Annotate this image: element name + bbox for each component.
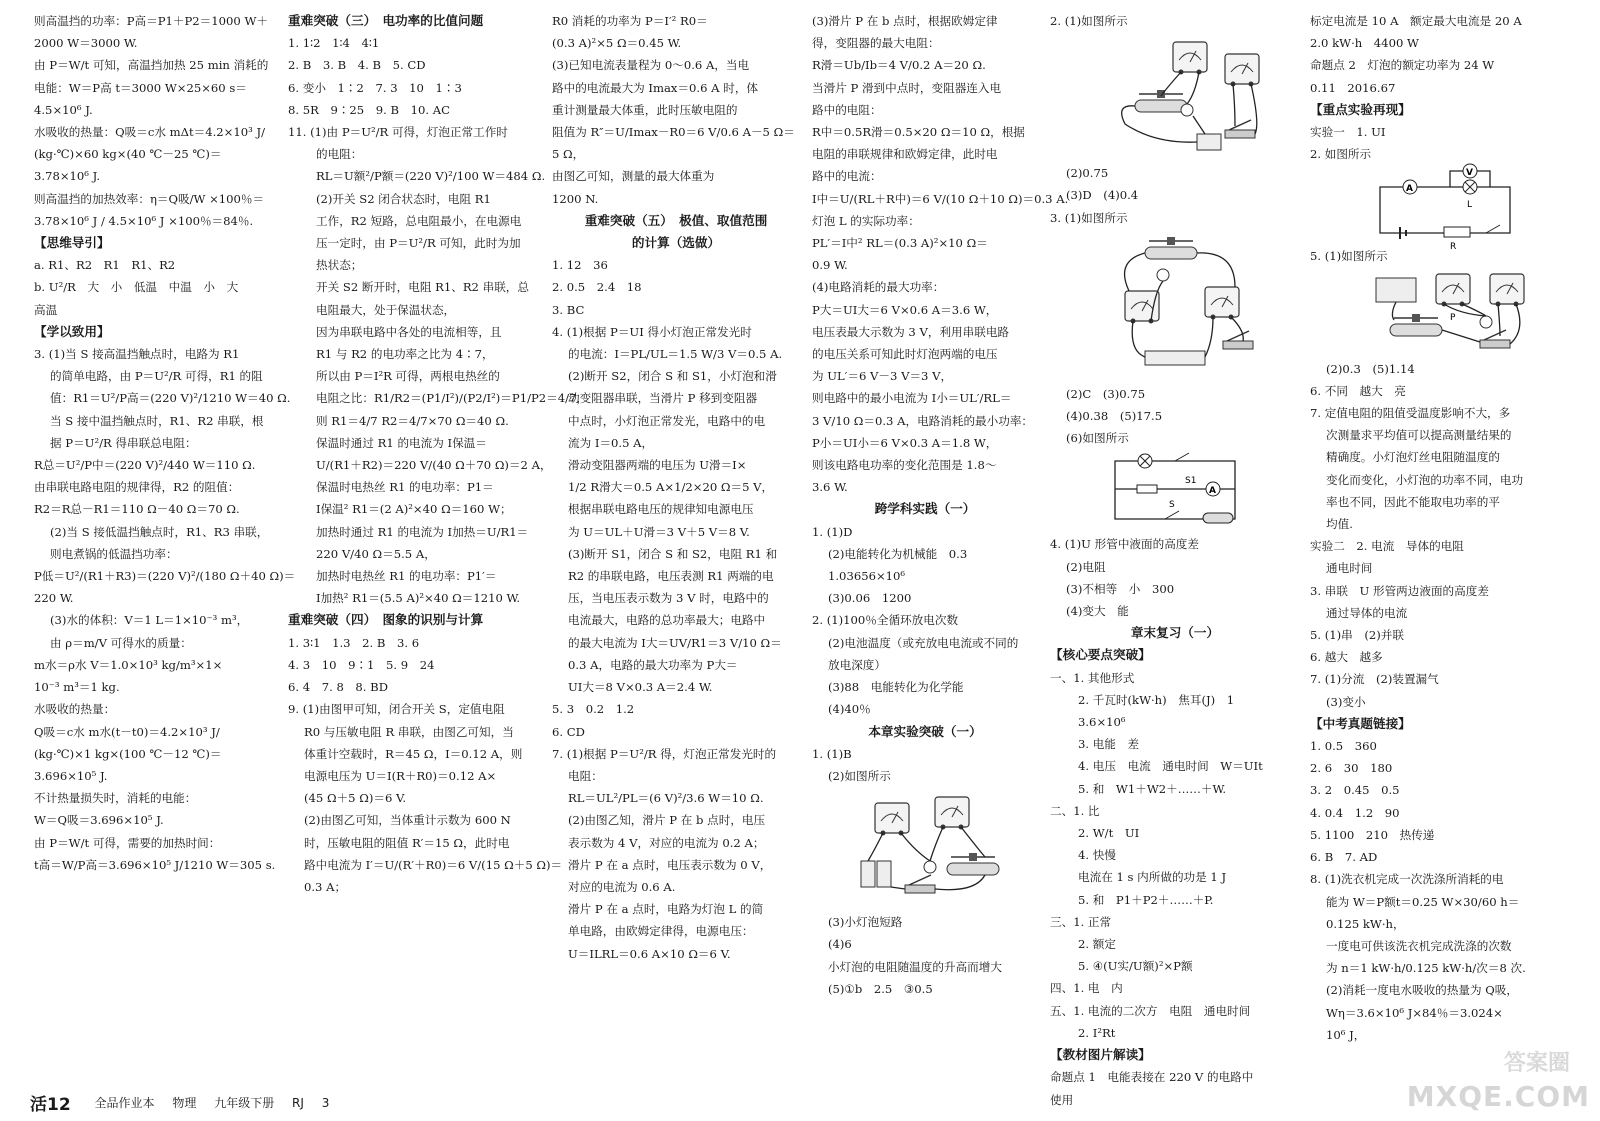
answer-line: (4)40％: [828, 702, 871, 717]
svg-text:V: V: [1466, 168, 1473, 179]
answer-line: 电能：W＝P高 t＝3000 W×25×60 s＝: [34, 80, 247, 95]
section-heading: 的计算（选做）: [631, 235, 721, 251]
answer-line: 一、1. 其他形式: [1050, 670, 1135, 685]
answer-line: 2. W/t UI: [1078, 826, 1140, 841]
svg-text:P: P: [1450, 312, 1456, 323]
answer-line: 电阻之比：R1/R2＝(P1/I²)/(P2/I²)＝P1/P2＝4/7，: [316, 391, 589, 406]
section-heading: 【重点实验再现】: [1310, 101, 1411, 117]
answer-line: 表示数为 4 V，对应的电流为 0.2 A；: [568, 835, 765, 850]
answer-line: P低＝U²/(R1＋R3)＝(220 V)²/(180 Ω＋40 Ω)＝: [34, 569, 296, 584]
answer-line: 二、1. 比: [1050, 803, 1100, 818]
watermark-site: MXQE.COM: [1406, 1080, 1590, 1113]
answer-line: 所以由 P＝I²R 可得，两根电热丝的: [316, 369, 500, 384]
answer-line: 3.6 W.: [812, 480, 848, 495]
answer-line: 精确度。小灯泡灯丝电阻随温度的: [1326, 450, 1500, 465]
answer-line: 4. 3 10 9∶1 5. 9 24: [288, 657, 435, 672]
answer-line: (3)0.06 1200: [828, 591, 912, 606]
answer-line: 由 ρ＝m/V 可得水的质量：: [50, 635, 192, 650]
answer-line: 实验一 1. UI: [1310, 125, 1386, 140]
section-heading: 【学以致用】: [34, 323, 110, 339]
answer-line: 3. 电能 差: [1078, 737, 1140, 752]
answer-line: 1. 3∶1 1.3 2. B 3. 6: [288, 635, 420, 650]
svg-text:L: L: [1467, 200, 1473, 211]
answer-line: 滑片 P 在 a 点时，电压表示数为 0 V，: [568, 857, 772, 872]
footer-number: 3: [321, 1095, 330, 1110]
answer-line: 则 R1＝4/7 R2＝4/7×70 Ω＝40 Ω.: [316, 413, 509, 428]
answer-line: 4. 电压 电流 通电时间 W＝UIt: [1078, 759, 1263, 774]
answer-line: 对应的电流为 0.6 A.: [568, 879, 676, 894]
answer-line: 5. (1)串 (2)并联: [1310, 628, 1404, 643]
answer-line: R0 消耗的功率为 P＝I′² R0＝: [552, 14, 708, 28]
answer-line: 则该电路电功率的变化范围是 1.8～: [812, 458, 997, 473]
answer-line: 2. (1)100％全循环放电次数: [812, 613, 959, 628]
answer-line: 因为串联电路中各处的电流相等，且: [316, 324, 502, 339]
answer-line: 2. B 3. B 4. B 5. CD: [288, 58, 426, 73]
answer-line: (kg·℃)×60 kg×(40 ℃－25 ℃)＝: [34, 147, 222, 162]
svg-text:S: S: [1169, 500, 1175, 511]
answer-line: (4)变大 能: [1066, 604, 1129, 619]
section-heading: 重难突破（四） 图象的识别与计算: [288, 612, 484, 628]
answer-line: 开关 S2 断开时，电阻 R1、R2 串联，总: [316, 280, 529, 295]
answer-line: (3)水的体积：V＝1 L＝1×10⁻³ m³，: [50, 613, 249, 628]
answer-line: 3.696×10⁵ J.: [34, 768, 108, 783]
answer-line: Q吸＝c水 m水(t－t0)＝4.2×10³ J/: [34, 724, 220, 739]
answer-line: 加热时电热丝 R1 的电功率：P1′＝: [316, 569, 497, 584]
answer-line: RL＝U额²/P额＝(220 V)²/100 W＝484 Ω.: [316, 169, 546, 184]
answer-line: I加热² R1＝(5.5 A)²×40 Ω＝1210 W.: [316, 591, 521, 606]
answer-line: 1/2 R滑大＝0.5 A×1/2×20 Ω＝5 V，: [568, 480, 774, 495]
answer-line: 滑动变阻器两端的电压为 U滑＝I×: [568, 458, 747, 473]
column-3: [552, 10, 800, 1080]
answer-line: P大＝UI大＝6 V×0.6 A＝3.6 W，: [812, 302, 998, 317]
answer-line: 5. ④(U实/U额)²×P额: [1078, 959, 1193, 974]
circuit-figure: [1050, 451, 1300, 531]
svg-text:A: A: [1209, 486, 1216, 497]
answer-line: R中＝0.5R滑＝0.5×20 Ω＝10 Ω，根据: [812, 125, 1025, 140]
answer-line: 0.3 A；: [304, 879, 347, 894]
answer-line: 三、1. 正常: [1050, 914, 1112, 929]
answer-line: 9. (1)由图甲可知，闭合开关 S，定值电阻: [288, 702, 505, 717]
answer-line: PL′＝I中² RL＝(0.3 A)²×10 Ω＝: [812, 236, 988, 251]
answer-line: 压，当电压表示数为 3 V 时，电路中的: [568, 591, 769, 606]
answer-line: 5. 1100 210 热传递: [1310, 827, 1435, 842]
answer-line: 电流最大，电路的总功率最大；电路中: [568, 613, 766, 628]
answer-line: 5. 和 W1＋W2＋……＋W.: [1078, 781, 1227, 796]
answer-line: (0.3 A)²×5 Ω＝0.45 W.: [552, 36, 682, 51]
answer-line: 小灯泡的电阻随温度的升高而增大: [828, 959, 1002, 974]
answer-line: 保温时通过 R1 的电流为 I保温＝: [316, 435, 487, 450]
svg-text:R: R: [1450, 242, 1457, 253]
answer-line: 高温: [34, 302, 58, 317]
section-heading: 重难突破（三） 电功率的比值问题: [288, 13, 484, 28]
answer-line: (4)6: [828, 937, 852, 952]
answer-line: Wη＝3.6×10⁶ J×84％＝3.024×: [1326, 1005, 1503, 1020]
answer-line: 率也不同，因此不能取电功率的平: [1326, 494, 1500, 509]
answer-line: 四、1. 电 内: [1050, 981, 1123, 996]
page-number: 活12: [30, 1095, 71, 1115]
answer-line: 4. (1)U 形管中液面的高度差: [1050, 537, 1199, 552]
answer-line: 2. 千瓦时(kW·h) 焦耳(J) 1: [1078, 692, 1235, 707]
answer-line: 则电路中的最小电流为 I小＝UL′/RL＝: [812, 391, 1012, 406]
answer-line: R1 与 R2 的电功率之比为 4∶7，: [316, 347, 494, 362]
answer-line: 由图乙可知，测量的最大体重为: [552, 169, 715, 184]
answer-line: 10⁻³ m³＝1 kg.: [34, 680, 120, 695]
answer-line: (2)由图乙可知，当体重计示数为 600 N: [304, 813, 511, 828]
answer-line: (4)0.38 (5)17.5: [1066, 409, 1163, 424]
answer-line: 2000 W＝3000 W.: [34, 36, 138, 51]
answer-line: 1.03656×10⁶: [828, 569, 906, 584]
answer-line: 压一定时，由 P＝U²/R 可知，此时为加: [316, 236, 521, 251]
answer-line: 3.78×10⁶ J / 4.5×10⁶ J ×100％＝84％.: [34, 213, 254, 228]
answer-line: 流为 I＝0.5 A，: [568, 435, 654, 450]
answer-line: (5)①b 2.5 ③0.5: [828, 981, 933, 996]
answer-line: 一度电可供该洗衣机完成洗涤的次数: [1326, 938, 1512, 953]
answer-line: 中点时，小灯泡正常发光，电路中的电: [568, 413, 766, 428]
answer-line: 动变阻器串联，当滑片 P 移到变阻器: [568, 391, 758, 406]
answer-line: 工作，R2 短路，总电阻最小，在电源电: [316, 213, 522, 228]
answer-line: 3. 串联 U 形管两边液面的高度差: [1310, 583, 1489, 598]
answer-line: (3)不相等 小 300: [1066, 581, 1175, 596]
answer-line: (2)由图乙知，滑片 P 在 b 点时，电压: [568, 813, 766, 828]
circuit-figure: [1310, 270, 1570, 356]
answer-line: U/(R1＋R2)＝220 V/(40 Ω＋70 Ω)＝2 A，: [316, 458, 552, 473]
answer-line: 放电深度）: [828, 657, 886, 672]
answer-line: b. U²/R 大 小 低温 中温 小 大: [34, 280, 239, 295]
svg-text:A: A: [1406, 184, 1413, 195]
answer-line: 7. (1)根据 P＝U²/R 得，灯泡正常发光时的: [552, 746, 777, 761]
answer-line: R滑＝Ub/Ib＝4 V/0.2 A＝20 Ω.: [812, 58, 986, 73]
edition-label: RJ: [292, 1095, 304, 1110]
answer-line: 的电阻：: [316, 147, 363, 162]
answer-line: 由 P＝W/t 可得，需要的加热时间：: [34, 835, 221, 850]
answer-line: 11. (1)由 P＝U²/R 可得，灯泡正常工作时: [288, 125, 508, 140]
answer-line: 水吸收的热量：: [34, 702, 116, 717]
answer-line: (2)开关 S2 闭合状态时，电阻 R1: [316, 191, 491, 206]
answer-line: 220 W.: [34, 591, 74, 606]
answer-line: 通过导体的电流: [1326, 605, 1408, 620]
column-5: [1050, 10, 1300, 1107]
column-6: [1310, 10, 1570, 1080]
answer-line: 7. (1)分流 (2)装置漏气: [1310, 672, 1439, 687]
answer-line: 7. 定值电阻的阻值受温度影响不大，多: [1310, 406, 1511, 421]
answer-line: 次测量求平均值可以提高测量结果的: [1326, 428, 1512, 443]
answer-line: 由 P＝W/t 可知，高温挡加热 25 min 消耗的: [34, 58, 269, 73]
answer-line: 变化而变化，小灯泡的功率不同，电功: [1326, 472, 1524, 487]
answer-line: 灯泡 L 的实际功率：: [812, 213, 920, 228]
answer-line: 据 P＝U²/R 得串联总电阻：: [50, 435, 197, 450]
answer-line: 电流在 1 s 内所做的功是 1 J: [1078, 870, 1227, 885]
answer-line: 体重计空载时，R＝45 Ω，I＝0.12 A，则: [304, 746, 523, 761]
answer-line: 能为 W＝P额t＝0.25 W×30/60 h＝: [1326, 894, 1520, 909]
answer-line: R0 与压敏电阻 R 串联，由图乙可知，当: [304, 724, 514, 739]
column-4: [812, 10, 1069, 1080]
answer-line: 命题点 1 电能表接在 220 V 的电路中: [1050, 1070, 1254, 1085]
answer-line: m水＝ρ水 V＝1.0×10³ kg/m³×1×: [34, 657, 223, 672]
answer-line: 五、1. 电流的二次方 电阻 通电时间: [1050, 1003, 1251, 1018]
watermark-tag: 答案圈: [1503, 1051, 1570, 1076]
answer-line: 6. CD: [552, 724, 585, 739]
section-heading: 【教材图片解读】: [1050, 1047, 1151, 1063]
circuit-figure: [812, 789, 1038, 909]
answer-line: RL＝UL²/PL＝(6 V)²/3.6 W＝10 Ω.: [568, 791, 764, 806]
answer-line: 4. 0.4 1.2 90: [1310, 805, 1400, 820]
answer-line: (3)断开 S1，闭合 S 和 S2，电阻 R1 和: [568, 546, 778, 561]
page-footer: [30, 1090, 343, 1114]
answer-line: 标定电流是 10 A 额定最大电流是 20 A: [1310, 14, 1522, 28]
answer-line: 4. 快慢: [1078, 848, 1116, 863]
answer-line: 3. (1)当 S 接高温挡触点时，电路为 R1: [34, 347, 240, 362]
answer-line: (3)滑片 P 在 b 点时，根据欧姆定律: [812, 14, 998, 28]
answer-line: 路中的电阻：: [812, 102, 882, 117]
answer-line: a. R1、R2 R1 R1、R2: [34, 258, 176, 273]
answer-line: (2)电能转化为机械能 0.3: [828, 546, 968, 561]
section-heading: 重难突破（五） 极值、取值范围: [584, 212, 768, 228]
answer-line: 0.11 2016.67: [1310, 80, 1396, 95]
answer-line: P小＝UI小＝6 V×0.3 A＝1.8 W，: [812, 435, 998, 450]
answer-line: 3. BC: [552, 302, 585, 317]
answer-line: 3. 2 0.45 0.5: [1310, 783, 1400, 798]
answer-line: 0.3 A，电路的最大功率为 P大＝: [568, 657, 738, 672]
answer-line: 3. (1)如图所示: [1050, 210, 1128, 225]
answer-line: (3)已知电流表量程为 0～0.6 A，当电: [552, 58, 750, 73]
answer-line: 则高温挡的加热效率：η＝Q吸/W ×100％＝: [34, 191, 265, 206]
subject-label: 物理: [172, 1096, 197, 1110]
circuit-figure: [1050, 34, 1300, 160]
answer-line: (2)0.75: [1066, 166, 1109, 181]
answer-line: 单电路，由欧姆定律得，电源电压：: [568, 924, 754, 939]
answer-line: 使用: [1050, 1092, 1074, 1107]
answer-line: (3)88 电能转化为化学能: [828, 680, 964, 695]
answer-line: 的最大电流为 I大＝UV/R1＝3 V/10 Ω＝: [568, 635, 782, 650]
answer-line: 8. (1)洗衣机完成一次洗涤所消耗的电: [1310, 872, 1504, 887]
answer-line: 由串联电路电阻的规律得，R2 的阻值：: [34, 480, 240, 495]
answer-line: 当滑片 P 滑到中点时，变阻器连入电: [812, 80, 1002, 95]
answer-line: 3.6×10⁶: [1078, 715, 1126, 730]
answer-line: 2. (1)如图所示: [1050, 14, 1128, 28]
answer-line: U＝ILRL＝0.6 A×10 Ω＝6 V.: [568, 946, 731, 961]
answer-line: 10⁶ J，: [1326, 1027, 1366, 1042]
answer-line: 热状态；: [316, 258, 363, 273]
answer-line: (2)消耗一度电水吸收的热量为 Q吸，: [1326, 983, 1518, 998]
answer-line: 通电时间: [1326, 561, 1373, 576]
answer-line: 电阻最大，处于保温状态，: [316, 302, 456, 317]
answer-line: 5. 3 0.2 1.2: [552, 702, 635, 717]
answer-line: 水吸收的热量：Q吸＝c水 mΔt＝4.2×10³ J/: [34, 125, 266, 140]
answer-line: 1. 1∶2 1∶4 4∶1: [288, 36, 380, 51]
answer-line: 2.0 kW·h 4400 W: [1310, 36, 1419, 51]
answer-line: 为 U＝UL＋U滑＝3 V＋5 V＝8 V.: [568, 524, 750, 539]
answer-line: (2)0.3 (5)1.14: [1326, 361, 1415, 376]
answer-line: 0.9 W.: [812, 258, 848, 273]
answer-line: 重计测量最大体重，此时压敏电阻的: [552, 102, 738, 117]
section-heading: 【思维导引】: [34, 235, 110, 251]
answer-line: 1. 0.5 360: [1310, 739, 1377, 754]
answer-line: R2 的串联电路，电压表测 R1 两端的电: [568, 569, 774, 584]
answer-line: (3)小灯泡短路: [828, 915, 903, 930]
answer-line: 路中的电流：: [812, 169, 882, 184]
answer-line: R总＝U²/P中＝(220 V)²/440 W＝110 Ω.: [34, 458, 256, 473]
answer-line: 4. (1)根据 P＝UI 得小灯泡正常发光时: [552, 324, 752, 339]
answer-line: 1. 12 36: [552, 258, 608, 273]
answer-line: 220 V/40 Ω＝5.5 A，: [316, 546, 436, 561]
answer-line: 路中的电流最大为 Imax＝0.6 A 时，体: [552, 80, 759, 95]
answer-line: 6. 越大 越多: [1310, 650, 1383, 665]
answer-line: W＝Q吸＝3.696×10⁵ J.: [34, 813, 164, 828]
answer-line: (kg·℃)×1 kg×(100 ℃－12 ℃)＝: [34, 746, 222, 761]
answer-line: 3.78×10⁶ J.: [34, 169, 101, 184]
answer-line: 当 S 接中温挡触点时，R1、R2 串联，根: [50, 413, 264, 428]
circuit-figure: [1050, 231, 1300, 381]
grade-label: 九年级下册: [214, 1096, 275, 1110]
answer-line: 1. (1)D: [812, 524, 853, 539]
answer-line: 滑片 P 在 a 点时，电路为灯泡 L 的简: [568, 902, 764, 917]
answer-line: 1200 N.: [552, 191, 599, 206]
answer-line: 1. (1)B: [812, 746, 852, 761]
answer-line: 得，变阻器的最大电阻：: [812, 36, 940, 51]
answer-line: 为 UL′＝6 V－3 V＝3 V，: [812, 369, 953, 384]
section-heading: 【核心要点突破】: [1050, 647, 1151, 663]
answer-line: 5. (1)如图所示: [1310, 249, 1388, 264]
answer-line: 8. 5R 9∶25 9. B 10. AC: [288, 102, 450, 117]
answer-line: 则高温挡的功率：P高＝P1＋P2＝1000 W＋: [34, 14, 268, 28]
answer-line: 2. 额定: [1078, 937, 1116, 952]
answer-line: 5. 和 P1＋P2＋……＋P.: [1078, 892, 1214, 907]
answer-line: 2. 如图所示: [1310, 147, 1372, 162]
column-1: [34, 10, 296, 1080]
answer-line: 2. 0.5 2.4 18: [552, 280, 642, 295]
answer-line: 的电压关系可知此时灯泡两端的电压: [812, 347, 998, 362]
answer-line: 5 Ω，: [552, 147, 585, 162]
answer-line: 的简单电路，由 P＝U²/R 可得，R1 的阻: [50, 369, 263, 384]
answer-line: 的电流：I＝PL/UL＝1.5 W/3 V＝0.5 A.: [568, 347, 783, 362]
answer-line: 为 n＝1 kW·h/0.125 kW·h/次＝8 次.: [1326, 961, 1526, 976]
answer-line: 加热时通过 R1 的电流为 I加热＝U/R1＝: [316, 524, 529, 539]
answer-line: R2＝R总－R1＝110 Ω－40 Ω＝70 Ω.: [34, 502, 240, 517]
answer-line: 则电煮锅的低温挡功率：: [50, 546, 178, 561]
answer-line: 保温时电热丝 R1 的电功率：P1＝: [316, 480, 494, 495]
answer-line: (2)断开 S2，闭合 S 和 S1，小灯泡和滑: [568, 369, 777, 384]
answer-line: 6. 变小 1∶2 7. 3 10 1∶3: [288, 80, 462, 95]
answer-line: 阻值为 R″＝U/Imax－R0＝6 V/0.6 A－5 Ω＝: [552, 125, 795, 140]
answer-line: I中＝U/(RL＋R中)＝6 V/(10 Ω＋10 Ω)＝0.3 A.: [812, 191, 1069, 206]
answer-line: 电源电压为 U＝I(R＋R0)＝0.12 A×: [304, 768, 497, 783]
section-heading: 本章实验突破（一）: [868, 723, 982, 739]
answer-line: 6. 4 7. 8 8. BD: [288, 680, 388, 695]
answer-line: (3)D (4)0.4: [1066, 188, 1139, 203]
answer-line: 2. I²Rt: [1078, 1025, 1116, 1040]
answer-line: 电阻的串联规律和欧姆定律，此时电: [812, 147, 998, 162]
section-heading: 【中考真题链接】: [1310, 715, 1411, 731]
answer-line: (2)如图所示: [828, 768, 891, 783]
answer-line: 4.5×10⁶ J.: [34, 102, 93, 117]
answer-line: (2)当 S 接低温挡触点时，R1、R3 串联，: [50, 524, 269, 539]
section-heading: 跨学科实践（一）: [874, 501, 976, 517]
answer-line: UI大＝8 V×0.3 A＝2.4 W.: [568, 680, 713, 695]
answer-line: 根据串联电路电压的规律知电源电压: [568, 502, 754, 517]
answer-line: 6. 不同 越大 亮: [1310, 383, 1406, 398]
answer-line: 实验二 2. 电流 导体的电阻: [1310, 539, 1464, 554]
answer-line: (2)电阻: [1066, 559, 1106, 574]
answer-line: I保温² R1＝(2 A)²×40 Ω＝160 W；: [316, 502, 512, 517]
answer-line: (4)电路消耗的最大功率：: [812, 280, 945, 295]
answer-line: (45 Ω＋5 Ω)＝6 V.: [304, 791, 407, 806]
answer-line: (2)C (3)0.75: [1066, 386, 1146, 401]
answer-line: 值：R1＝U²/P高＝(220 V)²/1210 W＝40 Ω.: [50, 391, 291, 406]
svg-text:S1: S1: [1185, 476, 1197, 487]
answer-line: (2)电池温度（或充放电电流或不同的: [828, 635, 1019, 650]
section-heading: 章末复习（一）: [1130, 625, 1220, 641]
answer-line: 均值.: [1326, 517, 1353, 532]
answer-line: (6)如图所示: [1066, 431, 1129, 446]
answer-line: 路中电流为 I′＝U/(R′＋R0)＝6 V/(15 Ω＋5 Ω)＝: [304, 857, 563, 872]
answer-line: 电压表最大示数为 3 V，利用串联电路: [812, 324, 1010, 339]
answer-line: 不计热量损失时，消耗的电能：: [34, 791, 197, 806]
answer-line: (3)变小: [1326, 694, 1366, 709]
answer-line: 时，压敏电阻的阻值 R′＝15 Ω，此时电: [304, 835, 510, 850]
book-title: 全品作业本: [94, 1096, 155, 1110]
answer-line: 命题点 2 灯泡的额定功率为 24 W: [1310, 58, 1495, 73]
answer-line: 6. B 7. AD: [1310, 850, 1378, 865]
answer-line: 3 V/10 Ω＝0.3 A，电路消耗的最小功率：: [812, 413, 1034, 428]
answer-line: 0.125 kW·h，: [1326, 916, 1405, 931]
circuit-figure: [1310, 167, 1570, 253]
answer-line: 2. 6 30 180: [1310, 761, 1393, 776]
answer-line: 电阻：: [568, 768, 603, 783]
answer-line: t高＝W/P高＝3.696×10⁵ J/1210 W＝305 s.: [34, 857, 276, 872]
